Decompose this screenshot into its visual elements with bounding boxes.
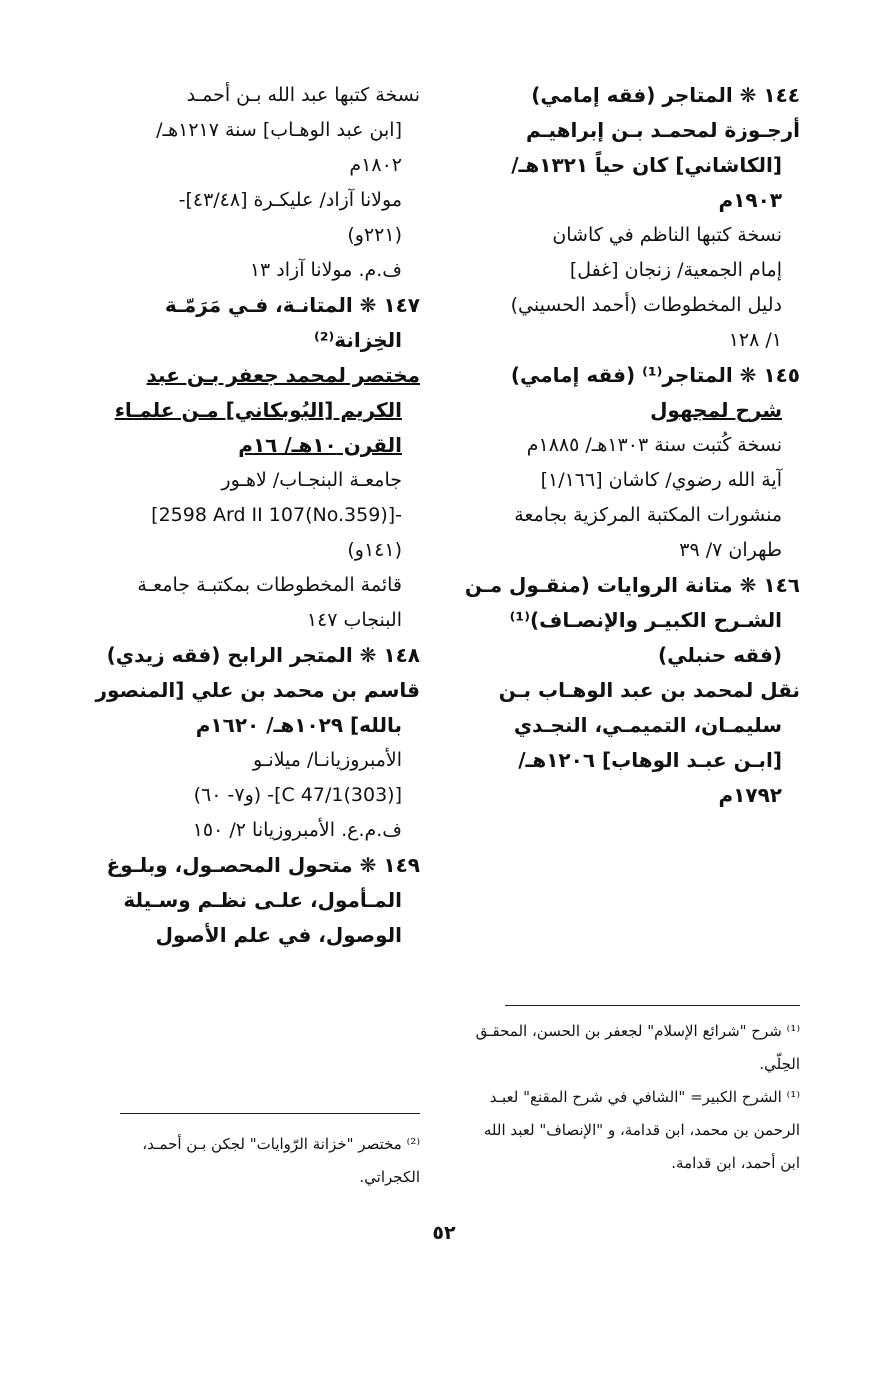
text-line: آية الله رضوي/ كاشان [١/١٦٦] <box>540 469 782 491</box>
footnote-line: ابن أحمد، ابن قدامة. <box>671 1154 800 1172</box>
text-line: إمام الجمعية/ زنجان [غفل] <box>569 259 782 281</box>
footnote-line: ⁽²⁾ مختصر "خزانة الرّوايات" لجكن بـن أحمـد، <box>142 1135 420 1153</box>
text-line: دليل المخطوطات (أحمد الحسيني) <box>510 294 782 316</box>
footnote-line: الرحمن بن محمد، ابن قدامة، و "الإنصاف" لعبد الله <box>483 1121 800 1139</box>
text-line: سليمـان، التميمـي، النجـدي <box>513 713 782 737</box>
text-line: الشـرح الكبيـر والإنصـاف)⁽¹⁾ <box>509 608 782 632</box>
footnote-line: الكجراتي. <box>359 1168 420 1186</box>
text-line: شرح لمجهول <box>650 398 782 422</box>
footnotes-right <box>470 1015 800 1180</box>
text-line: نسخة كُتبت سنة ١٣٠٣هـ/ ١٨٨٥م <box>526 434 782 456</box>
text-line: ١٤٥ ❋ المتاجر⁽¹⁾ (فقه إمامي) <box>510 363 800 387</box>
text-line: منشورات المكتبة المركزية بجامعة <box>514 504 782 526</box>
text-line: بالله] ١٠٢٩هـ/ ١٦٢٠م <box>195 713 402 737</box>
text-line: ف.م. مولانا آزاد ١٣ <box>249 259 402 281</box>
text-line: ١٤٦ ❋ متانة الروايات (منقـول مـن <box>464 573 800 597</box>
text-line: [ابـن عبـد الوهاب] ١٢٠٦هـ/ <box>518 748 782 772</box>
text-line: الخِزانة⁽²⁾ <box>313 328 402 352</box>
text-line: مختصر لمحمد جعفر بـن عبد <box>146 363 420 387</box>
text-line: الوصول، في علم الأصول <box>155 923 402 947</box>
text-line: (فقه حنبلي) <box>657 643 782 667</box>
text-line: نسخة كتبها عبد الله بـن أحمـد <box>186 84 420 106</box>
text-line: ١٩٠٣م <box>718 188 782 212</box>
text-line: (١٤١و) <box>347 539 402 561</box>
text-line: -[(No.359)2598 Ard II 107] <box>151 504 402 526</box>
footnote-divider-right <box>505 1005 800 1006</box>
text-line: ١٧٩٢م <box>718 783 782 807</box>
footnotes-left <box>75 1128 420 1194</box>
text-line: البنجاب ١٤٧ <box>306 609 402 631</box>
text-line: جامعـة البنجـاب/ لاهـور <box>221 469 402 491</box>
text-line: ١٤٨ ❋ المتجر الرابح (فقه زيدي) <box>106 643 420 667</box>
text-line: طهران ٧/ ٣٩ <box>679 539 782 561</box>
text-line: ١٨٠٢م <box>349 154 402 176</box>
text-line: المـأمول، علـى نظـم وسـيلة <box>123 888 402 912</box>
footnote-line: ⁽¹⁾ شرح "شرائع الإسلام" لجعفر بن الحسن، المحقـق <box>475 1022 800 1040</box>
text-line: (٢٢١و) <box>347 224 402 246</box>
text-line: ١٤٩ ❋ متحول المحصـول، وبلـوغ <box>106 853 420 877</box>
left-column <box>75 78 420 953</box>
text-line: الكريم [البُوبكاني] مـن علمـاء <box>114 398 402 422</box>
text-line: نقل لمحمد بن عبد الوهـاب بـن <box>498 678 800 702</box>
text-line: [ابن عبد الوهـاب] سنة ١٢١٧هـ/ <box>156 119 402 141</box>
text-line: ١٤٤ ❋ المتاجر (فقه إمامي) <box>531 83 800 107</box>
text-line: قاسم بن محمد بن علي [المنصور <box>95 678 420 702</box>
text-line: ١/ ١٢٨ <box>728 329 782 351</box>
text-line: أرجـوزة لمحمـد بـن إبراهيـم <box>525 118 800 142</box>
page-number: ٥٢ <box>432 1222 456 1244</box>
text-line: القرن ١٠هـ/ ١٦م <box>238 433 402 457</box>
text-line: مولانا آزاد/ عليكـرة [٤٣/٤٨]- <box>178 189 402 211</box>
footnote-divider-left <box>120 1113 420 1114</box>
footnote-line: الحِلّي. <box>759 1055 800 1073</box>
text-line: قائمة المخطوطات بمكتبـة جامعـة <box>137 574 402 596</box>
text-line: [الكاشاني] كان حياً ١٣٢١هـ/ <box>511 153 782 177</box>
text-line: نسخة كتبها الناظم في كاشان <box>552 224 782 246</box>
text-line: [(303)C 47/1]- (و٧- ٦٠) <box>193 784 402 806</box>
right-column <box>460 78 800 813</box>
text-line: ١٤٧ ❋ المتانـة، فـي مَرَمّـة <box>164 293 420 317</box>
text-line: الأمبروزيانـا/ ميلانـو <box>253 749 402 771</box>
footnote-line: ⁽¹⁾ الشرح الكبير= "الشافي في شرح المقنع" لعبـد <box>489 1088 800 1106</box>
text-line: ف.م.ع. الأمبروزيانا ٢/ ١٥٠ <box>192 819 402 841</box>
